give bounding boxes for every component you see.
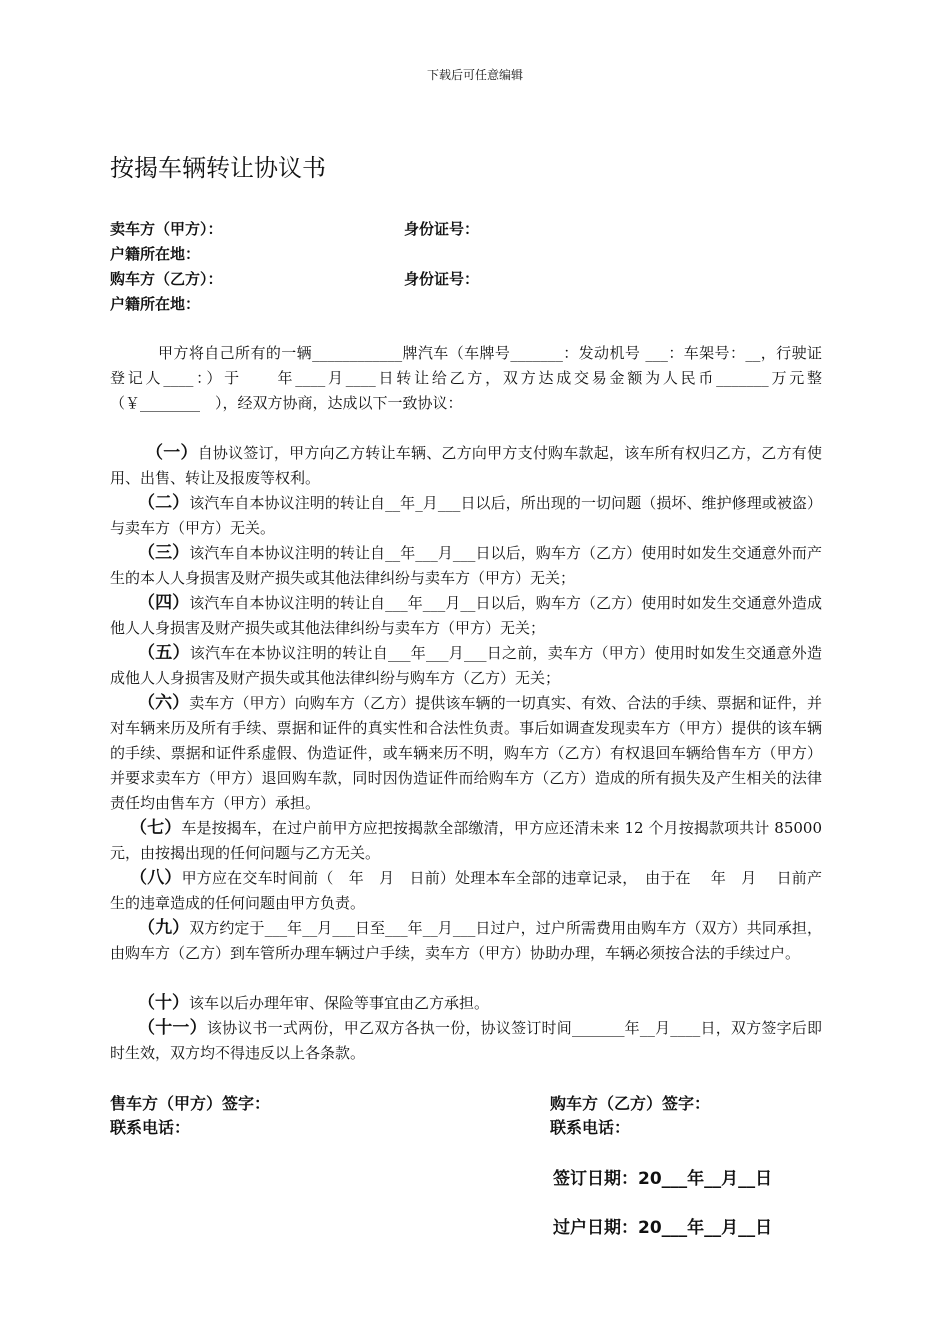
clause-3 [110, 541, 822, 591]
clause-number: （五） [138, 643, 190, 663]
clause-number: （七） [130, 818, 182, 838]
clause-9 [110, 916, 822, 966]
seller-label: 卖车方（甲方）： [110, 220, 223, 238]
clause-number: （十一） [138, 1018, 207, 1038]
clause-4 [110, 591, 822, 641]
clause-1 [110, 441, 822, 491]
buyer-id-label: 身份证号： [404, 270, 480, 288]
clause-8 [110, 866, 822, 916]
intro-paragraph: 甲方将自己所有的一辆____________牌汽车（车牌号_______：发动机号 ___：车架号：__，行驶证登记人____：）于 年____月____日转让给乙方，双方达成交易金额为人民币_______万元整（￥________ ），经双方协商，达成以下一致协议： [110, 344, 822, 412]
clause-text: 车是按揭车，在过户前甲方应把按揭款全部缴清，甲方应还清未来 12 个月按揭款项共计 85000 元，由按揭出现的任何问题与乙方无关。 [110, 819, 822, 862]
clause-6 [110, 691, 822, 816]
seller-residence-label: 户籍所在地： [110, 245, 201, 263]
clause-text: 双方约定于___年__月___日至___年__月___日过户，过户所需费用由购车方（双方）共同承担，由购车方（乙方）到车管所办理车辆过户手续，卖车方（甲方）协助办理，车辆必须按合法的手续过户。 [110, 919, 822, 962]
clause-number: （六） [138, 693, 190, 713]
buyer-residence-label: 户籍所在地： [110, 295, 201, 313]
document-title: 按揭车辆转让协议书 [110, 154, 326, 182]
clause-text: 该汽车自本协议注明的转让自___年___月__日以后，购车方（乙方）使用时如发生交通意外造成他人人身损害及财产损失或其他法律纠纷与卖车方（甲方）无关； [110, 594, 822, 637]
clause-text: 该汽车在本协议注明的转让自___年___月___日之前，卖车方（甲方）使用时如发生交通意外造成他人人身损害及财产损失或其他法律纠纷与购车方（乙方）无关； [110, 644, 822, 687]
clause-number: （四） [138, 593, 190, 613]
buyer-signature-label: 购车方（乙方）签字： [550, 1094, 711, 1113]
clause-number: （八） [130, 868, 182, 888]
clause-text: 该车以后办理年审、保险等事宜由乙方承担。 [189, 994, 490, 1012]
clause-number: （九） [138, 918, 190, 938]
clause-number: （一） [146, 443, 198, 463]
seller-id-label: 身份证号： [404, 220, 480, 238]
seller-signature-label: 售车方（甲方）签字： [110, 1094, 271, 1113]
clause-text: 卖车方（甲方）向购车方（乙方）提供该车辆的一切真实、有效、合法的手续、票据和证件，并对车辆来历及所有手续、票据和证件的真实性和合法性负责。事后如调查发现卖车方（甲方）提供的该车辆的手续、票据和证件系虚假、伪造证件，或车辆来历不明，购车方（乙方）有权退回车辆给售车方（甲方）并要求卖车方（甲方）退回购车款，同时因伪造证件而给购车方（乙方）造成的所有损失及产生相关的法律责任均由售车方（甲方）承担。 [110, 694, 823, 812]
clause-10 [110, 991, 822, 1016]
clause-number: （二） [138, 493, 190, 513]
clause-number: （三） [138, 543, 190, 563]
clause-2 [110, 491, 822, 541]
seller-phone-label: 联系电话： [110, 1118, 191, 1137]
clause-7 [110, 816, 822, 866]
clause-number: （十） [138, 993, 189, 1013]
clause-text: 该协议书一式两份，甲乙双方各执一份，协议签订时间_______年__月____日，双方签字后即时生效，双方均不得违反以上各条款。 [110, 1019, 822, 1062]
sign-date-label: 签订日期：20___年__月__日 [553, 1169, 773, 1189]
clause-text: 甲方应在交车时间前（ 年 月 日前）处理本车全部的违章记录， 由于在 年 月 日前产生的违章造成的任何问题由甲方负责。 [110, 869, 823, 912]
clause-text: 该汽车自本协议注明的转让自__年___月___日以后，购车方（乙方）使用时如发生交通意外而产生的本人人身损害及财产损失或其他法律纠纷与卖车方（甲方）无关； [110, 544, 822, 587]
header-note: 下载后可任意编辑 [426, 68, 523, 82]
clause-text: 自协议签订，甲方向乙方转让车辆、乙方向甲方支付购车款起，该车所有权归乙方，乙方有使用、出售、转让及报废等权利。 [110, 444, 822, 487]
buyer-phone-label: 联系电话： [550, 1118, 631, 1137]
buyer-label: 购车方（乙方）： [110, 270, 223, 288]
clause-text: 该汽车自本协议注明的转让自__年_月___日以后，所出现的一切问题（损坏、维护修理或被盗）与卖车方（甲方）无关。 [110, 494, 823, 537]
transfer-date-label: 过户日期：20___年__月__日 [553, 1218, 773, 1238]
clause-11 [110, 1016, 822, 1066]
clause-5 [110, 641, 822, 691]
